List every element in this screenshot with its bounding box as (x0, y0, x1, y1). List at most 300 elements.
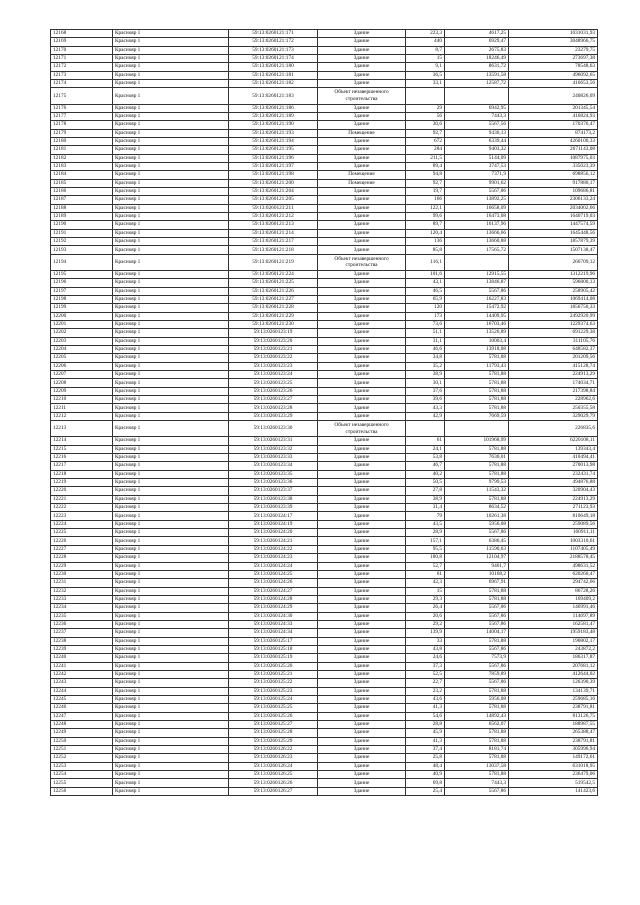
cell-row-number: 12240 (51, 654, 113, 662)
cell-locality: Краснояр 1 (113, 137, 229, 145)
cell-cadastral-number: 59:13:0260121:217 (229, 238, 318, 246)
table-row (51, 404, 598, 412)
cell-object-type: Здание (318, 121, 406, 129)
cell-cadastral-value: 1003310,61 (509, 537, 598, 545)
cell-cadastral-number: 59:13:0260123:39 (229, 504, 318, 512)
cell-cadastral-number: 59:13:0260121:218 (229, 246, 318, 254)
cell-cadastral-value: 139343,4 (509, 445, 598, 453)
cell-object-type: Здание (318, 354, 406, 362)
cell-area: 23,2 (406, 687, 445, 695)
cell-locality: Краснояр 1 (113, 779, 229, 787)
cell-object-type: Здание (318, 487, 406, 495)
table-row (51, 112, 598, 120)
cell-object-type: Здание (318, 30, 406, 38)
cell-cadastral-value: 149172,61 (509, 754, 598, 762)
cell-object-type: Здание (318, 396, 406, 404)
cell-locality: Краснояр 1 (113, 337, 229, 345)
cell-locality: Краснояр 1 (113, 188, 229, 196)
cell-row-number: 12250 (51, 737, 113, 745)
cell-locality: Краснояр 1 (113, 229, 229, 237)
cell-area: 40,9 (406, 771, 445, 779)
table-row (51, 479, 598, 487)
cell-area: 54,6 (406, 712, 445, 720)
cell-area: 27,8 (406, 487, 445, 495)
cell-cadastral-number: 59:13:0260121:211 (229, 204, 318, 212)
cell-unit-cost: 5781,88 (445, 470, 509, 478)
cell-row-number: 12207 (51, 371, 113, 379)
cell-object-type: Здание (318, 71, 406, 79)
cell-locality: Краснояр 1 (113, 712, 229, 720)
cell-row-number: 12191 (51, 229, 113, 237)
cell-cadastral-value: 1959183,48 (509, 629, 598, 637)
cell-object-type: Здание (318, 112, 406, 120)
table-row (51, 321, 598, 329)
cell-area: 52,5 (406, 670, 445, 678)
cell-locality: Краснояр 1 (113, 421, 229, 437)
cell-unit-cost: 7859,89 (445, 670, 509, 678)
cell-unit-cost: 5144,09 (445, 154, 509, 162)
cell-cadastral-value: 273697,38 (509, 55, 598, 63)
cell-row-number: 12247 (51, 712, 113, 720)
cell-row-number: 12179 (51, 129, 113, 137)
cell-cadastral-number: 59:13:0260121:227 (229, 296, 318, 304)
cell-row-number: 12223 (51, 512, 113, 520)
table-row (51, 454, 598, 462)
cell-object-type: Помещение (318, 179, 406, 187)
cell-unit-cost: 5956,08 (445, 696, 509, 704)
cell-locality: Краснояр 1 (113, 312, 229, 320)
cell-object-type: Здание (318, 287, 406, 295)
cell-row-number: 12172 (51, 63, 113, 71)
cell-cadastral-value: 410494,41 (509, 454, 598, 462)
cell-cadastral-number: 59:13:0260121:230 (229, 321, 318, 329)
cell-cadastral-value: 2034002,66 (509, 204, 598, 212)
cell-object-type: Здание (318, 762, 406, 770)
cell-unit-cost: 7371,9 (445, 171, 509, 179)
table-row (51, 737, 598, 745)
cell-object-type: Здание (318, 163, 406, 171)
cell-object-type: Здание (318, 754, 406, 762)
cell-cadastral-value: 1069414,08 (509, 296, 598, 304)
cell-unit-cost: 16473,08 (445, 213, 509, 221)
cell-row-number: 12177 (51, 112, 113, 120)
cell-row-number: 12210 (51, 396, 113, 404)
cell-cadastral-number: 59:13:0260124:27 (229, 587, 318, 595)
cell-area: 41,3 (406, 737, 445, 745)
cell-cadastral-value: 160911,11 (509, 529, 598, 537)
cell-locality: Краснояр 1 (113, 537, 229, 545)
table-row (51, 387, 598, 395)
cell-cadastral-value: 78548,63 (509, 63, 598, 71)
cell-cadastral-number: 59:13:0260121:224 (229, 270, 318, 278)
cell-cadastral-number: 59:13:0260125:18 (229, 645, 318, 653)
cell-cadastral-value: 232431,74 (509, 470, 598, 478)
cell-area: 39,6 (406, 396, 445, 404)
cell-row-number: 12186 (51, 188, 113, 196)
cell-cadastral-number: 59:13:0260124:33 (229, 620, 318, 628)
cell-object-type: Здание (318, 504, 406, 512)
cell-area: 22,7 (406, 679, 445, 687)
cell-cadastral-value: 917880,17 (509, 179, 598, 187)
cell-locality: Краснояр 1 (113, 379, 229, 387)
cell-row-number: 12245 (51, 696, 113, 704)
cell-row-number: 12187 (51, 196, 113, 204)
table-row (51, 746, 598, 754)
cell-cadastral-number: 59:13:0260124:21 (229, 537, 318, 545)
cell-unit-cost (445, 421, 509, 437)
cell-row-number: 12248 (51, 721, 113, 729)
cell-unit-cost: 5781,88 (445, 737, 509, 745)
cell-object-type: Здание (318, 712, 406, 720)
cell-cadastral-value: 258905,42 (509, 287, 598, 295)
cell-cadastral-number: 59:13:0260121:173 (229, 46, 318, 54)
cell-cadastral-value: 874173,2 (509, 129, 598, 137)
cell-unit-cost: 9403,32 (445, 146, 509, 154)
cell-cadastral-value: 240826,09 (509, 88, 598, 104)
cell-locality: Краснояр 1 (113, 612, 229, 620)
cell-object-type: Здание (318, 696, 406, 704)
cell-row-number: 12213 (51, 421, 113, 437)
cell-object-type: Здание (318, 537, 406, 545)
cell-row-number: 12176 (51, 104, 113, 112)
cell-cadastral-number: 59:13:0260123:30 (229, 421, 318, 437)
cell-cadastral-number: 59:13:0260123:26 (229, 387, 318, 395)
cell-object-type: Здание (318, 321, 406, 329)
cell-cadastral-value: 271123,93 (509, 504, 598, 512)
cell-cadastral-value: 1107405,49 (509, 545, 598, 553)
table-row (51, 270, 598, 278)
table-row (51, 196, 598, 204)
cell-area: 38,9 (406, 495, 445, 503)
cell-unit-cost: 11543,32 (445, 487, 509, 495)
cell-row-number: 12174 (51, 80, 113, 88)
cell-unit-cost: 5781,88 (445, 445, 509, 453)
cell-cadastral-number: 59:13:0260121:183 (229, 88, 318, 104)
cell-area: 37,6 (406, 387, 445, 395)
cell-row-number: 12252 (51, 754, 113, 762)
cell-row-number: 12169 (51, 38, 113, 46)
cell-object-type: Помещение (318, 129, 406, 137)
cell-row-number: 12241 (51, 662, 113, 670)
cell-cadastral-value: 2188578,45 (509, 554, 598, 562)
cell-cadastral-number: 59:13:0260123:35 (229, 470, 318, 478)
cell-locality: Краснояр 1 (113, 704, 229, 712)
table-row (51, 645, 598, 653)
cell-cadastral-value: 23279,75 (509, 46, 598, 54)
cell-cadastral-value: 259089,56 (509, 520, 598, 528)
cell-object-type: Здание (318, 654, 406, 662)
cell-unit-cost: 7573,9 (445, 654, 509, 662)
cell-object-type: Здание (318, 137, 406, 145)
cell-object-type: Здание (318, 545, 406, 553)
cell-row-number: 12224 (51, 520, 113, 528)
cell-locality: Краснояр 1 (113, 179, 229, 187)
cell-object-type: Здание (318, 46, 406, 54)
table-row (51, 55, 598, 63)
cell-area: 31,4 (406, 504, 445, 512)
cell-area: 43,8 (406, 645, 445, 653)
cell-unit-cost: 9799,53 (445, 479, 509, 487)
cell-locality: Краснояр 1 (113, 454, 229, 462)
cell-locality: Краснояр 1 (113, 495, 229, 503)
table-row (51, 137, 598, 145)
table-row (51, 362, 598, 370)
cell-unit-cost: 10168,2 (445, 570, 509, 578)
cell-cadastral-number: 59:13:0260121:174 (229, 55, 318, 63)
cell-cadastral-value: 270013,98 (509, 462, 598, 470)
cell-object-type: Здание (318, 495, 406, 503)
cell-object-type: Здание (318, 620, 406, 628)
cell-row-number: 12251 (51, 746, 113, 754)
cell-cadastral-number: 59:13:0260123:29 (229, 412, 318, 420)
cell-area: 28,9 (406, 529, 445, 537)
cell-area: 122,1 (406, 204, 445, 212)
cell-cadastral-number: 59:13:0260125:29 (229, 737, 318, 745)
cell-row-number: 12194 (51, 254, 113, 270)
cell-cadastral-value: 305996,94 (509, 746, 598, 754)
table-row (51, 146, 598, 154)
cell-cadastral-number: 59:13:0260123:22 (229, 354, 318, 362)
cell-object-type: Здание (318, 512, 406, 520)
table-row (51, 779, 598, 787)
cell-cadastral-value: 335023,39 (509, 163, 598, 171)
cell-area: 120 (406, 304, 445, 312)
cell-locality: Краснояр 1 (113, 754, 229, 762)
cell-unit-cost: 4617,25 (445, 30, 509, 38)
cell-cadastral-number: 59:13:0260126:23 (229, 754, 318, 762)
cell-cadastral-number: 59:13:0260123:23 (229, 362, 318, 370)
cell-unit-cost: 8634,52 (445, 504, 509, 512)
cell-unit-cost: 14004,17 (445, 629, 509, 637)
cell-locality: Краснояр 1 (113, 254, 229, 270)
cell-locality: Краснояр 1 (113, 637, 229, 645)
cell-locality: Краснояр 1 (113, 154, 229, 162)
cell-cadastral-number: 59:13:0260124:28 (229, 595, 318, 603)
cell-area: 94,8 (406, 171, 445, 179)
cell-object-type: Здание (318, 204, 406, 212)
table-row (51, 620, 598, 628)
cell-cadastral-value: 1312219,96 (509, 270, 598, 278)
cell-row-number: 12256 (51, 787, 113, 795)
cell-row-number: 12230 (51, 570, 113, 578)
cell-locality: Краснояр 1 (113, 329, 229, 337)
cell-area: 95,5 (406, 545, 445, 553)
cell-cadastral-number: 59:13:0260124:25 (229, 570, 318, 578)
cell-unit-cost: 7443,3 (445, 112, 509, 120)
cell-area: 69,8 (406, 779, 445, 787)
table-row (51, 679, 598, 687)
cell-area: 37,4 (406, 746, 445, 754)
cell-cadastral-value: 1031031,93 (509, 30, 598, 38)
cell-cadastral-value: 236479,06 (509, 771, 598, 779)
table-row (51, 462, 598, 470)
table-row (51, 562, 598, 570)
table-row (51, 296, 598, 304)
cell-unit-cost: 5781,88 (445, 354, 509, 362)
cell-cadastral-number: 59:13:0260123:20 (229, 337, 318, 345)
cell-object-type: Объект незавершенного строительства (318, 254, 406, 270)
cell-locality: Краснояр 1 (113, 71, 229, 79)
cell-locality: Краснояр 1 (113, 404, 229, 412)
cell-row-number: 12233 (51, 595, 113, 603)
table-row (51, 38, 598, 46)
cell-area: 92,7 (406, 179, 445, 187)
cell-object-type: Здание (318, 662, 406, 670)
cell-area: 46,5 (406, 287, 445, 295)
cell-row-number: 12226 (51, 537, 113, 545)
cell-cadastral-number: 59:13:0260124:20 (229, 529, 318, 537)
cell-locality: Краснояр 1 (113, 787, 229, 795)
cell-row-number: 12206 (51, 362, 113, 370)
cell-unit-cost: 6339,44 (445, 137, 509, 145)
cell-locality: Краснояр 1 (113, 129, 229, 137)
cell-object-type: Здание (318, 154, 406, 162)
cell-unit-cost: 5567,86 (445, 529, 509, 537)
cell-area: 31,1 (406, 337, 445, 345)
cell-cadastral-value: 259685,16 (509, 696, 598, 704)
cell-area: 36,5 (406, 71, 445, 79)
cell-object-type: Здание (318, 329, 406, 337)
table-row (51, 670, 598, 678)
cell-cadastral-value: 620260,47 (509, 570, 598, 578)
cell-cadastral-number: 59:13:0260121:200 (229, 179, 318, 187)
cell-object-type: Здание (318, 454, 406, 462)
cell-locality: Краснояр 1 (113, 570, 229, 578)
cell-locality: Краснояр 1 (113, 196, 229, 204)
cell-row-number: 12196 (51, 279, 113, 287)
cell-cadastral-value: 494876,88 (509, 479, 598, 487)
cell-row-number: 12173 (51, 71, 113, 79)
cell-cadastral-number: 59:13:0260123:34 (229, 462, 318, 470)
cell-area: 157,1 (406, 537, 445, 545)
table-row (51, 520, 598, 528)
cell-cadastral-value: 201209,56 (509, 354, 598, 362)
cell-unit-cost: 16658,09 (445, 204, 509, 212)
cell-area: 30,1 (406, 379, 445, 387)
cell-cadastral-number: 59:13:0260121:189 (229, 112, 318, 120)
cell-cadastral-number: 59:13:0260126:22 (229, 746, 318, 754)
cell-row-number: 12185 (51, 179, 113, 187)
cell-cadastral-value: 2492920,99 (509, 312, 598, 320)
cell-row-number: 12209 (51, 387, 113, 395)
table-row (51, 554, 598, 562)
cell-cadastral-value: 498631,52 (509, 562, 598, 570)
table-row (51, 121, 598, 129)
document-page (50, 29, 597, 796)
table-row (51, 188, 598, 196)
cell-object-type: Здание (318, 520, 406, 528)
cell-row-number: 12222 (51, 504, 113, 512)
cell-cadastral-number: 59:13:0260123:25 (229, 379, 318, 387)
cell-area: 50,5 (406, 479, 445, 487)
cell-unit-cost: 7669,59 (445, 412, 509, 420)
cell-cadastral-number: 59:13:0260121:212 (229, 213, 318, 221)
cell-locality: Краснояр 1 (113, 354, 229, 362)
cell-row-number: 12239 (51, 645, 113, 653)
cell-locality: Краснояр 1 (113, 246, 229, 254)
cell-area: 42,9 (406, 412, 445, 420)
cell-cadastral-value: 188987,55 (509, 721, 598, 729)
cell-unit-cost: 12587,72 (445, 80, 509, 88)
table-row (51, 179, 598, 187)
cell-locality: Краснояр 1 (113, 696, 229, 704)
cell-object-type: Объект незавершенного строительства (318, 421, 406, 437)
cell-cadastral-number: 59:13:0260124:29 (229, 604, 318, 612)
cell-cadastral-number: 59:13:0260121:194 (229, 137, 318, 145)
cell-cadastral-value: 114697,89 (509, 612, 598, 620)
cell-cadastral-number: 59:13:0260121:228 (229, 304, 318, 312)
cell-locality: Краснояр 1 (113, 729, 229, 737)
cell-cadastral-number: 59:13:0260124:30 (229, 612, 318, 620)
cell-locality: Краснояр 1 (113, 654, 229, 662)
cell-area: 28,8 (406, 721, 445, 729)
cell-area: 89,4 (406, 163, 445, 171)
table-row (51, 371, 598, 379)
cell-area: 38,9 (406, 371, 445, 379)
cell-unit-cost: 5567,86 (445, 679, 509, 687)
cell-locality: Краснояр 1 (113, 387, 229, 395)
cell-area: 20,6 (406, 612, 445, 620)
cell-area: 51,1 (406, 329, 445, 337)
cell-unit-cost: 13918,08 (445, 346, 509, 354)
cell-area: 19,7 (406, 188, 445, 196)
table-row (51, 229, 598, 237)
table-row (51, 487, 598, 495)
cell-object-type: Здание (318, 146, 406, 154)
cell-cadastral-number: 59:13:0260121:226 (229, 287, 318, 295)
cell-object-type: Здание (318, 787, 406, 795)
cell-cadastral-number: 59:13:0260121:204 (229, 188, 318, 196)
table-row (51, 504, 598, 512)
cell-cadastral-value: 238791,81 (509, 737, 598, 745)
cell-object-type: Здание (318, 771, 406, 779)
cell-object-type: Здание (318, 779, 406, 787)
cell-object-type: Здание (318, 595, 406, 603)
cell-unit-cost: 5781,88 (445, 637, 509, 645)
cell-object-type: Здание (318, 412, 406, 420)
cell-unit-cost: 16137,96 (445, 221, 509, 229)
cell-unit-cost: 13892,25 (445, 196, 509, 204)
cell-cadastral-number: 59:13:0260121:172 (229, 38, 318, 46)
cell-area: 45,9 (406, 729, 445, 737)
cell-object-type: Здание (318, 362, 406, 370)
cell-area: 53,8 (406, 454, 445, 462)
table-row (51, 771, 598, 779)
cell-area: 61 (406, 570, 445, 578)
cell-area: 92,7 (406, 129, 445, 137)
cell-locality: Краснояр 1 (113, 279, 229, 287)
cell-object-type: Здание (318, 337, 406, 345)
cell-area: 46,6 (406, 346, 445, 354)
cell-row-number: 12225 (51, 529, 113, 537)
cell-row-number: 12190 (51, 221, 113, 229)
cell-area: 29,2 (406, 620, 445, 628)
cell-cadastral-value: 320904,43 (509, 487, 598, 495)
cell-area: 24,1 (406, 445, 445, 453)
cell-row-number: 12180 (51, 137, 113, 145)
table-row (51, 470, 598, 478)
cell-area: 26,4 (406, 604, 445, 612)
cell-row-number: 12199 (51, 304, 113, 312)
table-row (51, 437, 598, 445)
cell-cadastral-number: 59:13:0260121:213 (229, 221, 318, 229)
cell-cadastral-value: 329029,79 (509, 412, 598, 420)
cell-object-type: Здание (318, 80, 406, 88)
cell-row-number: 12221 (51, 495, 113, 503)
cell-area: 25,8 (406, 754, 445, 762)
cell-cadastral-value: 631018,95 (509, 762, 598, 770)
cell-object-type: Здание (318, 38, 406, 46)
